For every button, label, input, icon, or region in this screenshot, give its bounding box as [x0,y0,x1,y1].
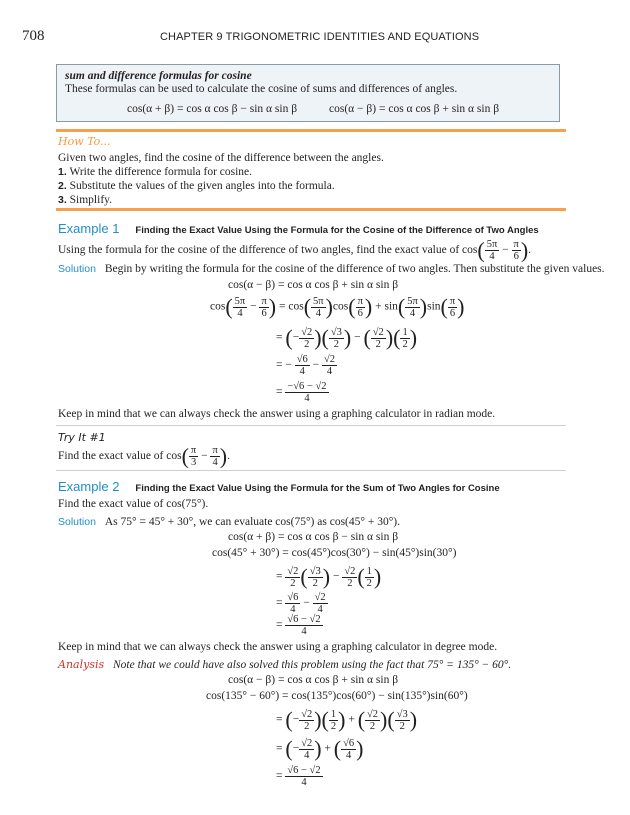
example-1-note: Keep in mind that we can always check the answer using a graphing calculator in radian mode. [58,408,496,420]
ex1-eq-result: = $\frac{-√6 - √2}{4}$ [276,381,327,404]
example-2-note: Keep in mind that we can always check the answer using a graphing calculator in degree mode. [58,641,498,653]
divider [56,470,566,471]
example-2-prompt: Find the exact value of cos(75°). [58,498,209,510]
solution-label: Solution [58,516,96,528]
ex2-eq-values-diff: = (− $\frac{√2}{2}$ )( $\frac{1}{2}$ ) + ( $\frac{√2}{2}$ )( $\frac{√3}{2}$ ) [276,707,418,732]
howto-step-3: 3. Simplify. [58,194,113,206]
formula-box-title: sum and difference formulas for cosine [65,70,252,82]
ex1-eq-substitute: cos( $\frac{5\pi}{4}$ − $\frac{\pi}{6}$ ) = cos( $\frac{5\pi}{4}$ )cos( $\frac{\pi}{6}$ ) + sin( $\frac{5\pi}{4}$ )sin( $\frac{\pi}{6}$ ) [210,294,465,319]
chapter-header [160,31,479,43]
example-2-label: Example 2 [58,479,120,494]
try-it-prompt: Find the exact value of cos( $\frac{\pi}{3}$ − $\frac{\pi}{4}$ ). [58,443,230,469]
ex2-eq-result-diff: = $\frac{√6 - √2}{4}$ [276,765,321,788]
ex2-eq-formula: cos(α + β) = cos α cos β − sin α sin β [228,531,399,543]
howto-intro: Given two angles, find the cosine of the difference between the angles. [58,152,384,164]
example-1-solution: Solution Begin by writing the formula for the cosine of the difference of two angles. Then substitute the given values. [58,263,605,275]
ex2-eq-simplify: = $\frac{√6}{4}$ − $\frac{√2}{4}$ [276,592,326,615]
example-2-title: Finding the Exact Value Using the Formula for the Sum of Two Angles for Cosine [135,483,500,494]
try-it-label: Try It #1 [58,431,106,444]
chapter-label: CHAPTER 9 [160,31,223,43]
ex2-eq-values: = $\frac{√2}{2}$ ( $\frac{√3}{2}$ ) − $\frac{√2}{2}$ ( $\frac{1}{2}$ ) [276,564,382,589]
chapter-title: TRIGONOMETRIC IDENTITIES AND EQUATIONS [225,31,480,43]
ex2-eq-substitute-diff: cos(135° − 60°) = cos(135°)cos(60°) − sin(135°)sin(60°) [206,690,468,702]
howto-step-1: 1. Write the difference formula for cosine. [58,166,253,178]
analysis-label: Analysis [58,658,105,671]
formula-box-text: These formulas can be used to calculate the cosine of sums and differences of angles. [65,83,458,95]
analysis: Analysis Note that we could have also solved this problem using the fact that 75° = 135° − 60°. [58,658,512,671]
ex2-eq-substitute: cos(45° + 30°) = cos(45°)cos(30°) − sin(45°)sin(30°) [212,547,457,559]
ex2-eq-result: = $\frac{√6 - √2}{4}$ [276,614,321,637]
example-2-heading [58,478,500,496]
example-1-title: Finding the Exact Value Using the Formula for the Cosine of the Difference of Two Angles [135,225,539,236]
divider [56,425,566,426]
howto-step-2: 2. Substitute the values of the given angles into the formula. [58,180,335,192]
example-1-label: Example 1 [58,221,120,236]
solution-label: Solution [58,263,96,275]
howto-title: How To... [58,135,111,148]
howto-bottom-rule [56,208,566,211]
example-2-solution: Solution As 75° = 45° + 30°, we can evaluate cos(75°) as cos(45° + 30°). [58,516,401,528]
ex1-eq-values: = (− $\frac{√2}{2}$ )( $\frac{√3}{2}$ ) − ( $\frac{√2}{2}$ )( $\frac{1}{2}$ ) [276,325,418,350]
howto-top-rule [56,129,566,132]
ex1-eq-simplify: = − $\frac{√6}{4}$ − $\frac{√2}{4}$ [276,354,336,377]
ex2-eq-formula-diff: cos(α − β) = cos α cos β + sin α sin β [228,674,399,686]
example-1-prompt: Using the formula for the cosine of the difference of two angles, find the exact value of cos( $\frac{5\pi}{4}$ − $\frac{\pi}{6}$ ). [58,237,532,263]
formula-cos-diff: cos(α − β) = cos α cos β + sin α sin β [329,103,500,115]
formula-box [56,64,560,122]
formula-cos-sum: cos(α + β) = cos α cos β − sin α sin β [127,103,298,115]
ex1-eq-formula: cos(α − β) = cos α cos β + sin α sin β [228,279,399,291]
page-number: 708 [22,28,45,44]
ex2-eq-simplify-diff: = (− $\frac{√2}{4}$ ) + ( $\frac{√6}{4}$ ) [276,736,364,761]
